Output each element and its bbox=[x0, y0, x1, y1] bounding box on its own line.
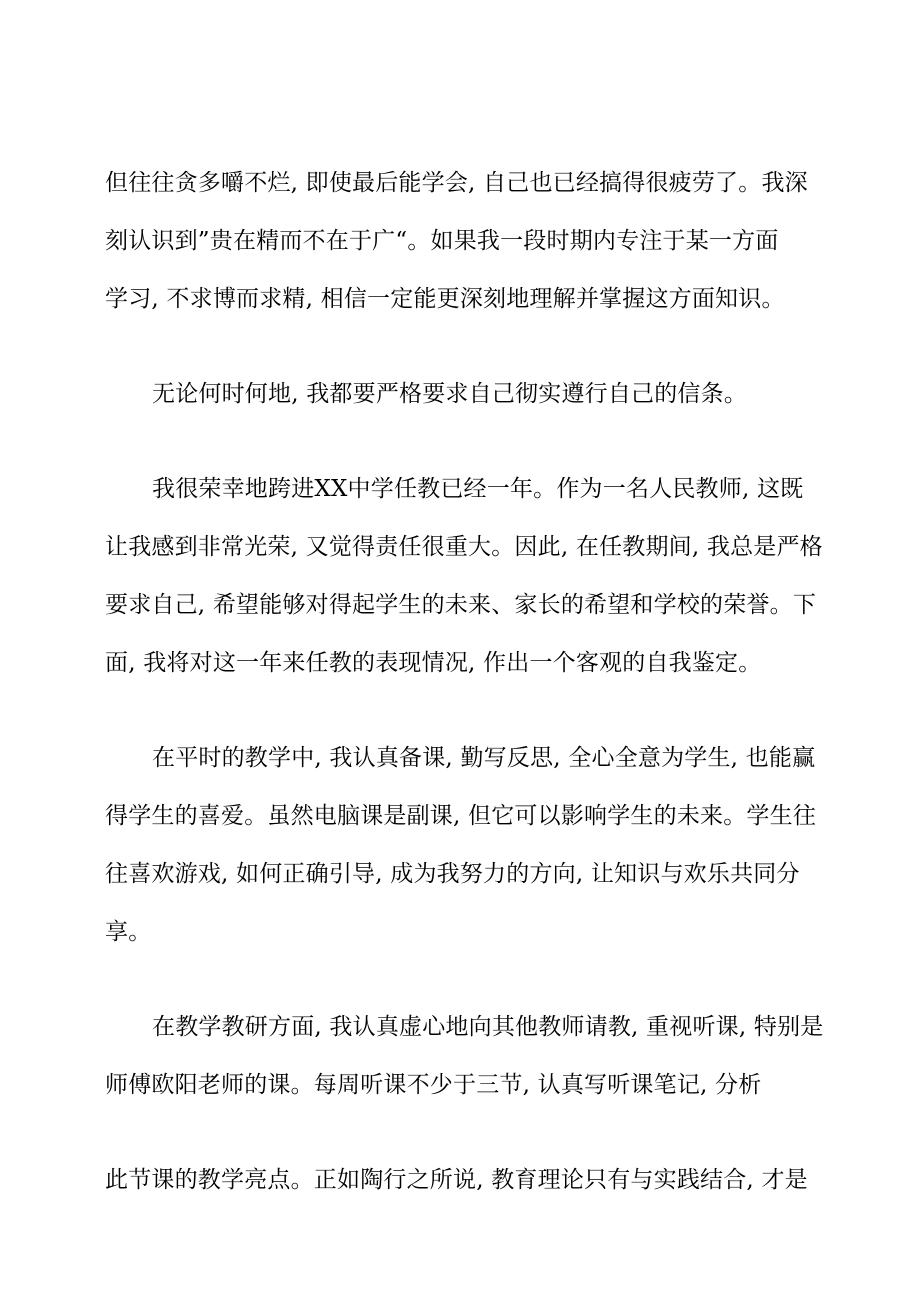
text-line: 师傅欧阳老师的课。每周听课不少于三节, 认真写听课笔记, 分析 bbox=[105, 1072, 762, 1098]
text-line: 刻认识到”贵在精而不在于广“。如果我一段时期内专注于某一方面 bbox=[105, 228, 779, 254]
text-line: 但往往贪多嚼不烂, 即使最后能学会, 自己也已经搞得很疲劳了。我深 bbox=[105, 170, 808, 196]
text-line: 面, 我将对这一年来任教的表现情况, 作出一个客观的自我鉴定。 bbox=[105, 650, 762, 676]
text-line: 此节课的教学亮点。正如陶行之所说, 教育理论只有与实践结合, 才是 bbox=[105, 1167, 808, 1193]
text-line: 让我感到非常光荣, 又觉得责任很重大。因此, 在任教期间, 我总是严格 bbox=[105, 534, 823, 560]
paragraph-first-line: 在教学教研方面, 我认真虚心地向其他教师请教, 重视听课, 特别是 bbox=[152, 1014, 824, 1040]
paragraph-first-line: 我很荣幸地跨进XX中学任教已经一年。作为一名人民教师, 这既 bbox=[152, 476, 804, 502]
text-line: 往喜欢游戏, 如何正确引导, 成为我努力的方向, 让知识与欢乐共同分 bbox=[105, 861, 800, 887]
paragraph-first-line: 在平时的教学中, 我认真备课, 勤写反思, 全心全意为学生, 也能赢 bbox=[152, 745, 816, 771]
text-line: 学习, 不求博而求精, 相信一定能更深刻地理解并掌握这方面知识。 bbox=[105, 286, 785, 312]
text-line: 要求自己, 希望能够对得起学生的未来、家长的希望和学校的荣誉。下 bbox=[105, 592, 817, 618]
paragraph-first-line: 无论何时何地, 我都要严格要求自己彻实遵行自己的信条。 bbox=[152, 381, 748, 407]
text-line: 享。 bbox=[105, 919, 152, 945]
text-line: 得学生的喜爱。虽然电脑课是副课, 但它可以影响学生的未来。学生往 bbox=[105, 803, 817, 829]
